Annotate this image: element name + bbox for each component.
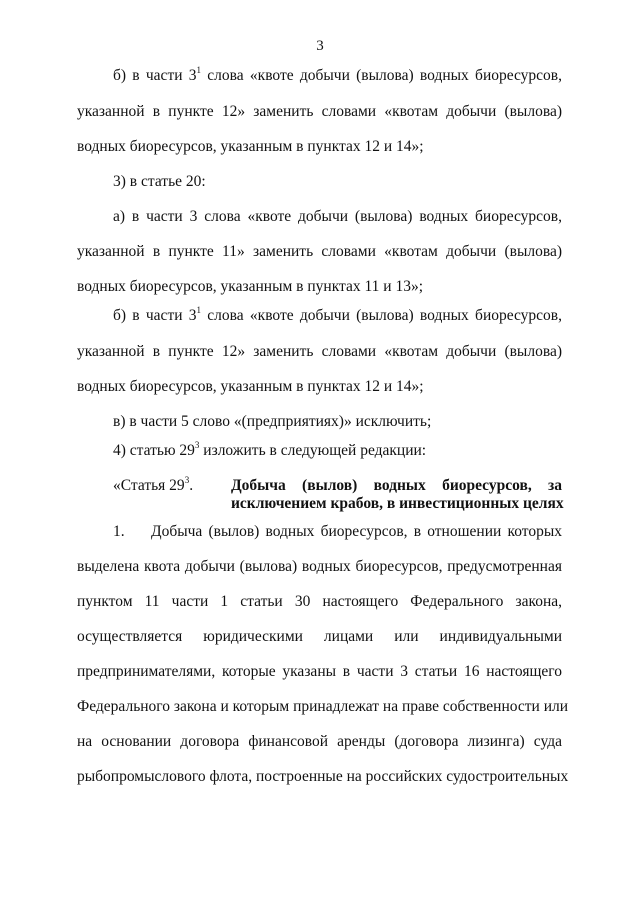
text-line: рыбопромыслового флота, построенные на российских судостроительных (77, 768, 569, 785)
text-line: пунктом 11 части 1 статьи 30 настоящего Федерального закона, (77, 593, 562, 610)
text-line: б) в части $3^1$ слова «квоте добычи (вылова) водных биоресурсов, (113, 304, 563, 324)
text-line: водных биоресурсов, указанным в пунктах 11 и 13»; (77, 278, 424, 295)
text-line: 3) в статье 20: (113, 173, 206, 190)
text-line: в) в части 5 слово «(предприятиях)» исключить; (113, 413, 432, 430)
text-line: выделена квота добычи (вылова) водных биоресурсов, предусмотренная (77, 558, 562, 575)
text-line: указанной в пункте 11» заменить словами «квотам добычи (вылова) (77, 243, 562, 260)
text-line: водных биоресурсов, указанным в пунктах 12 и 14»; (77, 138, 424, 155)
text-line: Федерального закона и которым принадлежат на праве собственности или (77, 698, 569, 715)
text-line: а) в части 3 слова «квоте добычи (вылова) водных биоресурсов, (113, 208, 562, 225)
text-line: на основании договора финансовой аренды (договора лизинга) суда (77, 733, 562, 750)
text-line: осуществляется юридическими лицами или индивидуальными (77, 628, 562, 645)
page-number: 3 (316, 38, 324, 54)
text-line: Добыча (вылов) водных биоресурсов, в отношении которых (151, 523, 562, 540)
text-line: указанной в пункте 12» заменить словами «квотам добычи (вылова) (77, 343, 562, 360)
paragraph-number: 1. (113, 523, 125, 540)
text-line: б) в части $3^1$ слова «квоте добычи (вылова) водных биоресурсов, (113, 64, 563, 84)
article-title-line-2: исключением крабов, в инвестиционных целях (231, 495, 564, 512)
article-label: «Статья $29^3$. (113, 474, 194, 494)
text-line: предпринимателями, которые указаны в части 3 статьи 16 настоящего (77, 663, 562, 680)
text-line: 4) статью $29^3$ изложить в следующей редакции: (113, 439, 427, 459)
text-line: водных биоресурсов, указанным в пунктах 12 и 14»; (77, 378, 424, 395)
article-title-line-1: Добыча (вылов) водных биоресурсов, за (231, 477, 562, 494)
text-line: указанной в пункте 12» заменить словами «квотам добычи (вылова) (77, 103, 562, 120)
